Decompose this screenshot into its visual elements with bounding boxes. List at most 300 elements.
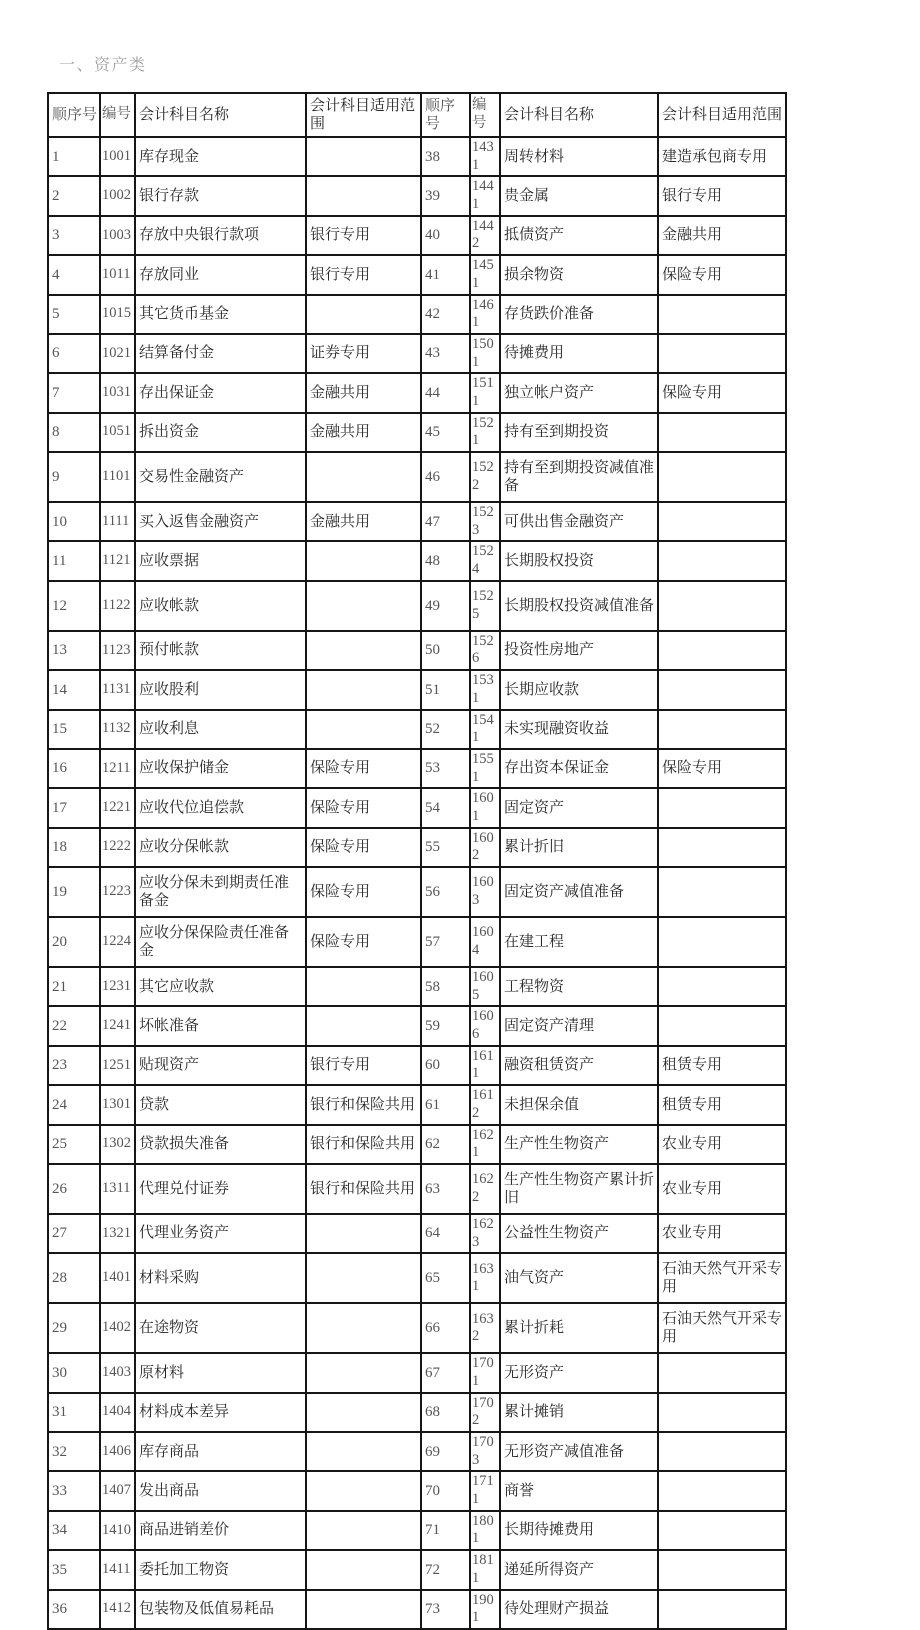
cell-seq-left: 25	[48, 1125, 100, 1164]
cell-seq-right: 52	[421, 710, 470, 749]
cell-name-left: 应收代位追偿款	[135, 788, 306, 827]
cell-code-left: 1406	[100, 1432, 135, 1471]
cell-seq-right: 53	[421, 749, 470, 788]
cell-code-right: 1431	[470, 137, 500, 176]
accounts-table	[47, 92, 787, 1630]
cell-scope-left	[306, 631, 421, 670]
cell-scope-left: 金融共用	[306, 373, 421, 412]
cell-code-right: 1811	[470, 1550, 500, 1589]
cell-scope-left	[306, 176, 421, 215]
cell-scope-right: 保险专用	[658, 255, 786, 294]
cell-scope-right: 租赁专用	[658, 1085, 786, 1124]
cell-scope-right	[658, 1432, 786, 1471]
cell-seq-right: 57	[421, 917, 470, 967]
cell-name-left: 材料成本差异	[135, 1393, 306, 1432]
cell-seq-right: 70	[421, 1471, 470, 1510]
table-row	[48, 452, 786, 502]
cell-seq-left: 28	[48, 1253, 100, 1303]
cell-code-right: 1711	[470, 1471, 500, 1510]
cell-scope-left: 银行和保险共用	[306, 1085, 421, 1124]
cell-name-right: 未担保余值	[500, 1085, 658, 1124]
cell-code-left: 1407	[100, 1471, 135, 1510]
cell-seq-right: 54	[421, 788, 470, 827]
cell-code-left: 1123	[100, 631, 135, 670]
cell-seq-left: 4	[48, 255, 100, 294]
cell-code-right: 1451	[470, 255, 500, 294]
cell-seq-right: 48	[421, 541, 470, 580]
table-row	[48, 1125, 786, 1164]
cell-scope-left: 金融共用	[306, 413, 421, 452]
cell-name-right: 油气资产	[500, 1253, 658, 1303]
cell-seq-right: 47	[421, 502, 470, 541]
cell-seq-right: 68	[421, 1393, 470, 1432]
cell-code-left: 1403	[100, 1353, 135, 1392]
cell-code-right: 1551	[470, 749, 500, 788]
cell-seq-left: 10	[48, 502, 100, 541]
cell-code-right: 1601	[470, 788, 500, 827]
cell-code-right: 1524	[470, 541, 500, 580]
cell-scope-right	[658, 1511, 786, 1550]
cell-seq-left: 34	[48, 1511, 100, 1550]
cell-name-right: 长期应收款	[500, 670, 658, 709]
cell-seq-right: 49	[421, 581, 470, 631]
table-row	[48, 1006, 786, 1045]
cell-seq-left: 18	[48, 828, 100, 867]
cell-seq-right: 71	[421, 1511, 470, 1550]
cell-scope-right	[658, 788, 786, 827]
cell-name-left: 其它应收款	[135, 967, 306, 1006]
cell-scope-right: 银行专用	[658, 176, 786, 215]
header-seq-right: 顺序号	[421, 93, 470, 137]
cell-code-right: 1531	[470, 670, 500, 709]
table-row	[48, 1253, 786, 1303]
cell-name-right: 固定资产减值准备	[500, 867, 658, 917]
cell-code-left: 1402	[100, 1303, 135, 1353]
cell-seq-right: 58	[421, 967, 470, 1006]
table-row	[48, 541, 786, 580]
cell-scope-right	[658, 502, 786, 541]
cell-scope-right	[658, 631, 786, 670]
cell-name-right: 长期待摊费用	[500, 1511, 658, 1550]
cell-name-right: 在建工程	[500, 917, 658, 967]
cell-seq-left: 11	[48, 541, 100, 580]
cell-name-right: 投资性房地产	[500, 631, 658, 670]
cell-name-left: 应收利息	[135, 710, 306, 749]
cell-scope-right: 保险专用	[658, 749, 786, 788]
cell-name-right: 商誉	[500, 1471, 658, 1510]
table-row	[48, 1353, 786, 1392]
cell-name-left: 贷款	[135, 1085, 306, 1124]
cell-name-right: 累计折旧	[500, 828, 658, 867]
cell-name-right: 生产性生物资产累计折旧	[500, 1164, 658, 1214]
header-scope-left: 会计科目适用范围	[306, 93, 421, 137]
cell-code-right: 1521	[470, 413, 500, 452]
header-code-right: 编号	[470, 93, 500, 137]
cell-name-left: 存放同业	[135, 255, 306, 294]
cell-code-left: 1002	[100, 176, 135, 215]
cell-code-left: 1011	[100, 255, 135, 294]
cell-name-right: 持有至到期投资减值准备	[500, 452, 658, 502]
cell-code-left: 1021	[100, 334, 135, 373]
cell-name-left: 拆出资金	[135, 413, 306, 452]
header-row	[48, 93, 786, 137]
table-row	[48, 710, 786, 749]
cell-name-right: 生产性生物资产	[500, 1125, 658, 1164]
cell-name-left: 应收票据	[135, 541, 306, 580]
cell-scope-left	[306, 295, 421, 334]
cell-name-left: 其它货币基金	[135, 295, 306, 334]
cell-seq-left: 36	[48, 1590, 100, 1629]
cell-scope-left: 银行和保险共用	[306, 1125, 421, 1164]
cell-name-right: 工程物资	[500, 967, 658, 1006]
cell-code-right: 1901	[470, 1590, 500, 1629]
cell-scope-right	[658, 452, 786, 502]
cell-scope-left	[306, 1303, 421, 1353]
cell-scope-left	[306, 1550, 421, 1589]
cell-name-right: 抵债资产	[500, 216, 658, 255]
cell-scope-right	[658, 867, 786, 917]
cell-seq-right: 56	[421, 867, 470, 917]
cell-seq-left: 1	[48, 137, 100, 176]
cell-seq-left: 29	[48, 1303, 100, 1353]
cell-seq-left: 16	[48, 749, 100, 788]
cell-name-left: 贴现资产	[135, 1046, 306, 1085]
cell-name-right: 贵金属	[500, 176, 658, 215]
cell-code-right: 1621	[470, 1125, 500, 1164]
table-row	[48, 1085, 786, 1124]
cell-scope-right	[658, 828, 786, 867]
cell-name-left: 应收股利	[135, 670, 306, 709]
cell-scope-right	[658, 1393, 786, 1432]
table-row	[48, 1550, 786, 1589]
table-row	[48, 1046, 786, 1085]
cell-code-left: 1412	[100, 1590, 135, 1629]
cell-code-right: 1623	[470, 1214, 500, 1253]
cell-name-left: 发出商品	[135, 1471, 306, 1510]
cell-name-right: 融资租赁资产	[500, 1046, 658, 1085]
table-row	[48, 413, 786, 452]
cell-name-right: 存出资本保证金	[500, 749, 658, 788]
cell-seq-left: 26	[48, 1164, 100, 1214]
cell-scope-right: 石油天然气开采专用	[658, 1253, 786, 1303]
cell-scope-right: 石油天然气开采专用	[658, 1303, 786, 1353]
cell-name-right: 未实现融资收益	[500, 710, 658, 749]
cell-name-left: 存出保证金	[135, 373, 306, 412]
cell-scope-right: 保险专用	[658, 373, 786, 412]
cell-name-left: 库存商品	[135, 1432, 306, 1471]
table-row	[48, 1471, 786, 1510]
cell-seq-left: 32	[48, 1432, 100, 1471]
cell-scope-left	[306, 1353, 421, 1392]
cell-seq-left: 22	[48, 1006, 100, 1045]
cell-scope-left	[306, 541, 421, 580]
cell-seq-right: 64	[421, 1214, 470, 1253]
cell-scope-left	[306, 1214, 421, 1253]
cell-seq-right: 67	[421, 1353, 470, 1392]
cell-name-left: 库存现金	[135, 137, 306, 176]
table-row	[48, 967, 786, 1006]
cell-name-left: 委托加工物资	[135, 1550, 306, 1589]
cell-scope-left	[306, 670, 421, 709]
cell-code-right: 1522	[470, 452, 500, 502]
table-row	[48, 295, 786, 334]
cell-scope-right	[658, 1590, 786, 1629]
cell-code-left: 1404	[100, 1393, 135, 1432]
cell-seq-left: 5	[48, 295, 100, 334]
cell-scope-left	[306, 1393, 421, 1432]
cell-code-right: 1541	[470, 710, 500, 749]
cell-code-left: 1122	[100, 581, 135, 631]
cell-code-left: 1241	[100, 1006, 135, 1045]
table-row	[48, 216, 786, 255]
cell-seq-left: 27	[48, 1214, 100, 1253]
cell-name-left: 交易性金融资产	[135, 452, 306, 502]
cell-scope-right	[658, 413, 786, 452]
cell-name-left: 包装物及低值易耗品	[135, 1590, 306, 1629]
table-row	[48, 373, 786, 412]
cell-seq-right: 60	[421, 1046, 470, 1085]
cell-seq-right: 40	[421, 216, 470, 255]
cell-code-left: 1311	[100, 1164, 135, 1214]
cell-name-left: 买入返售金融资产	[135, 502, 306, 541]
cell-scope-right	[658, 710, 786, 749]
cell-code-right: 1703	[470, 1432, 500, 1471]
table-row	[48, 334, 786, 373]
cell-seq-right: 73	[421, 1590, 470, 1629]
cell-name-left: 结算备付金	[135, 334, 306, 373]
cell-seq-left: 15	[48, 710, 100, 749]
cell-scope-right	[658, 670, 786, 709]
cell-scope-right	[658, 1471, 786, 1510]
cell-seq-left: 13	[48, 631, 100, 670]
cell-name-left: 代理业务资产	[135, 1214, 306, 1253]
table-row	[48, 1432, 786, 1471]
cell-code-right: 1612	[470, 1085, 500, 1124]
cell-scope-left	[306, 1471, 421, 1510]
cell-name-right: 独立帐户资产	[500, 373, 658, 412]
cell-scope-left: 金融共用	[306, 502, 421, 541]
table-row	[48, 581, 786, 631]
cell-seq-right: 39	[421, 176, 470, 215]
cell-code-left: 1001	[100, 137, 135, 176]
cell-scope-right	[658, 967, 786, 1006]
table-row	[48, 749, 786, 788]
cell-scope-right	[658, 1353, 786, 1392]
cell-seq-left: 9	[48, 452, 100, 502]
cell-name-right: 待摊费用	[500, 334, 658, 373]
cell-seq-left: 21	[48, 967, 100, 1006]
table-row	[48, 1164, 786, 1214]
cell-seq-left: 33	[48, 1471, 100, 1510]
cell-name-right: 公益性生物资产	[500, 1214, 658, 1253]
cell-scope-right	[658, 1006, 786, 1045]
cell-seq-right: 50	[421, 631, 470, 670]
cell-scope-right	[658, 917, 786, 967]
cell-code-left: 1223	[100, 867, 135, 917]
cell-name-left: 在途物资	[135, 1303, 306, 1353]
cell-code-left: 1211	[100, 749, 135, 788]
cell-code-right: 1526	[470, 631, 500, 670]
cell-name-left: 商品进销差价	[135, 1511, 306, 1550]
cell-scope-left	[306, 1432, 421, 1471]
cell-code-left: 1051	[100, 413, 135, 452]
table-row	[48, 1590, 786, 1629]
cell-code-right: 1523	[470, 502, 500, 541]
cell-name-right: 长期股权投资	[500, 541, 658, 580]
cell-code-right: 1632	[470, 1303, 500, 1353]
cell-scope-left: 保险专用	[306, 788, 421, 827]
table-row	[48, 1303, 786, 1353]
cell-scope-left	[306, 137, 421, 176]
cell-name-right: 可供出售金融资产	[500, 502, 658, 541]
cell-name-right: 无形资产减值准备	[500, 1432, 658, 1471]
cell-name-right: 周转材料	[500, 137, 658, 176]
cell-name-left: 应收分保未到期责任准备金	[135, 867, 306, 917]
cell-code-right: 1701	[470, 1353, 500, 1392]
cell-name-right: 无形资产	[500, 1353, 658, 1392]
cell-code-left: 1031	[100, 373, 135, 412]
cell-code-left: 1101	[100, 452, 135, 502]
cell-seq-left: 7	[48, 373, 100, 412]
cell-seq-left: 35	[48, 1550, 100, 1589]
table-row	[48, 828, 786, 867]
cell-code-right: 1801	[470, 1511, 500, 1550]
cell-seq-right: 59	[421, 1006, 470, 1045]
cell-code-left: 1111	[100, 502, 135, 541]
cell-scope-right: 农业专用	[658, 1125, 786, 1164]
cell-code-left: 1411	[100, 1550, 135, 1589]
cell-code-left: 1410	[100, 1511, 135, 1550]
header-code-left: 编号	[100, 93, 135, 137]
cell-scope-left: 银行专用	[306, 255, 421, 294]
cell-seq-left: 19	[48, 867, 100, 917]
cell-seq-right: 72	[421, 1550, 470, 1589]
table-row	[48, 631, 786, 670]
cell-scope-left: 银行专用	[306, 1046, 421, 1085]
cell-scope-right	[658, 295, 786, 334]
cell-name-left: 原材料	[135, 1353, 306, 1392]
cell-code-right: 1442	[470, 216, 500, 255]
cell-scope-right: 建造承包商专用	[658, 137, 786, 176]
cell-name-left: 贷款损失准备	[135, 1125, 306, 1164]
header-name-right: 会计科目名称	[500, 93, 658, 137]
cell-code-right: 1604	[470, 917, 500, 967]
cell-name-right: 固定资产	[500, 788, 658, 827]
cell-code-left: 1401	[100, 1253, 135, 1303]
cell-seq-right: 42	[421, 295, 470, 334]
cell-seq-right: 63	[421, 1164, 470, 1214]
cell-name-right: 待处理财产损益	[500, 1590, 658, 1629]
cell-seq-left: 31	[48, 1393, 100, 1432]
cell-name-right: 持有至到期投资	[500, 413, 658, 452]
cell-seq-left: 23	[48, 1046, 100, 1085]
cell-name-right: 累计摊销	[500, 1393, 658, 1432]
cell-scope-right: 租赁专用	[658, 1046, 786, 1085]
cell-code-right: 1525	[470, 581, 500, 631]
cell-seq-right: 43	[421, 334, 470, 373]
cell-scope-right	[658, 334, 786, 373]
header-seq-left: 顺序号	[48, 93, 100, 137]
table-row	[48, 255, 786, 294]
cell-code-right: 1602	[470, 828, 500, 867]
cell-name-left: 应收分保保险责任准备金	[135, 917, 306, 967]
cell-name-left: 代理兑付证券	[135, 1164, 306, 1214]
cell-scope-left: 保险专用	[306, 749, 421, 788]
cell-scope-left: 保险专用	[306, 867, 421, 917]
cell-code-right: 1461	[470, 295, 500, 334]
cell-name-left: 坏帐准备	[135, 1006, 306, 1045]
cell-scope-left	[306, 967, 421, 1006]
cell-seq-left: 14	[48, 670, 100, 709]
cell-scope-left	[306, 1253, 421, 1303]
cell-name-left: 预付帐款	[135, 631, 306, 670]
cell-code-right: 1511	[470, 373, 500, 412]
cell-scope-left	[306, 1006, 421, 1045]
table-row	[48, 137, 786, 176]
cell-name-right: 长期股权投资减值准备	[500, 581, 658, 631]
cell-seq-left: 8	[48, 413, 100, 452]
cell-code-left: 1224	[100, 917, 135, 967]
cell-code-right: 1631	[470, 1253, 500, 1303]
cell-name-left: 应收分保帐款	[135, 828, 306, 867]
cell-code-left: 1251	[100, 1046, 135, 1085]
cell-scope-left	[306, 1511, 421, 1550]
cell-name-left: 应收保护储金	[135, 749, 306, 788]
cell-seq-right: 51	[421, 670, 470, 709]
cell-seq-left: 20	[48, 917, 100, 967]
cell-seq-left: 17	[48, 788, 100, 827]
cell-name-right: 损余物资	[500, 255, 658, 294]
cell-scope-right	[658, 1550, 786, 1589]
cell-seq-right: 55	[421, 828, 470, 867]
cell-code-right: 1605	[470, 967, 500, 1006]
cell-code-left: 1321	[100, 1214, 135, 1253]
cell-scope-left: 证券专用	[306, 334, 421, 373]
cell-scope-left	[306, 1590, 421, 1629]
cell-code-left: 1301	[100, 1085, 135, 1124]
cell-name-left: 银行存款	[135, 176, 306, 215]
cell-seq-right: 65	[421, 1253, 470, 1303]
cell-scope-right	[658, 541, 786, 580]
cell-code-right: 1603	[470, 867, 500, 917]
cell-scope-left	[306, 710, 421, 749]
cell-scope-right: 农业专用	[658, 1164, 786, 1214]
cell-seq-right: 45	[421, 413, 470, 452]
cell-name-right: 固定资产清理	[500, 1006, 658, 1045]
cell-seq-right: 62	[421, 1125, 470, 1164]
cell-code-left: 1221	[100, 788, 135, 827]
table-row	[48, 670, 786, 709]
cell-seq-right: 38	[421, 137, 470, 176]
table-row	[48, 1393, 786, 1432]
cell-name-right: 存货跌价准备	[500, 295, 658, 334]
cell-scope-left: 银行专用	[306, 216, 421, 255]
cell-name-left: 应收帐款	[135, 581, 306, 631]
cell-code-right: 1606	[470, 1006, 500, 1045]
cell-name-right: 累计折耗	[500, 1303, 658, 1353]
cell-code-left: 1231	[100, 967, 135, 1006]
cell-seq-left: 6	[48, 334, 100, 373]
table-row	[48, 1511, 786, 1550]
cell-code-left: 1131	[100, 670, 135, 709]
cell-name-left: 存放中央银行款项	[135, 216, 306, 255]
header-scope-right: 会计科目适用范围	[658, 93, 786, 137]
table-row	[48, 917, 786, 967]
cell-seq-left: 12	[48, 581, 100, 631]
cell-code-right: 1501	[470, 334, 500, 373]
cell-code-right: 1622	[470, 1164, 500, 1214]
cell-code-right: 1702	[470, 1393, 500, 1432]
